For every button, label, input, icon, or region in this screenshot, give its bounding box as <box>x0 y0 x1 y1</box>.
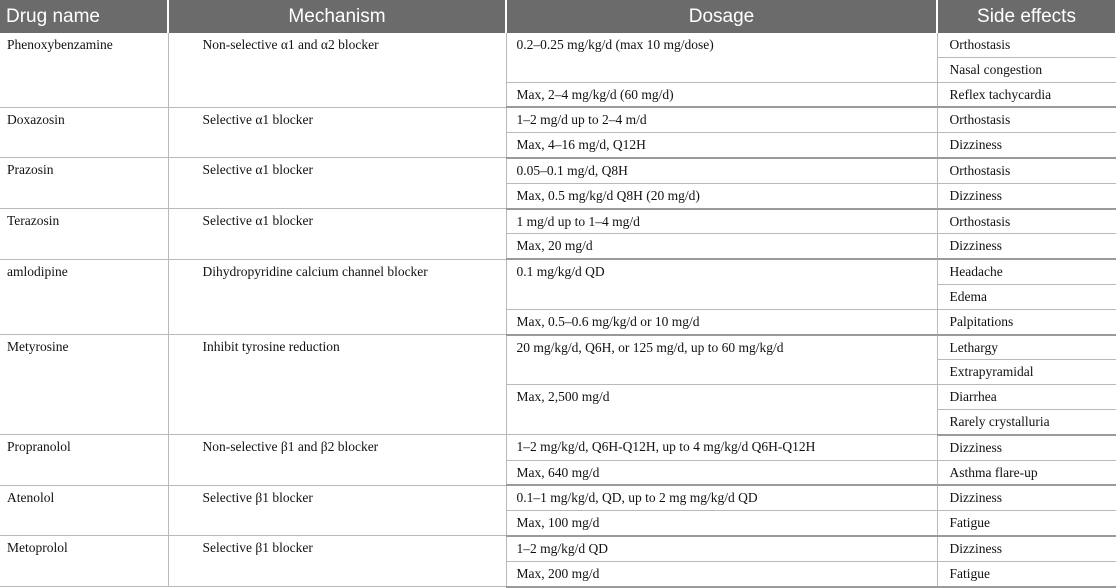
side-effect-cell: Lethargy <box>937 335 1116 360</box>
drug-name-cell: Prazosin <box>0 158 168 209</box>
dosage-cell: Max, 2,500 mg/d <box>506 385 937 435</box>
table-row <box>0 536 1116 561</box>
table-row <box>0 107 1116 132</box>
side-effect-cell: Diarrhea <box>937 385 1116 410</box>
dosage-cell: Max, 2–4 mg/kg/d (60 mg/d) <box>506 82 937 107</box>
side-effect-cell: Reflex tachycardia <box>937 82 1116 107</box>
dosage-cell: Max, 640 mg/d <box>506 460 937 485</box>
side-effect-cell: Dizziness <box>937 435 1116 460</box>
dosage-cell: Max, 4–16 mg/d, Q12H <box>506 133 937 158</box>
dosage-cell: Max, 100 mg/d <box>506 511 937 536</box>
side-effect-cell: Headache <box>937 259 1116 284</box>
header-dosage: Dosage <box>506 0 937 33</box>
drug-name-cell: Metoprolol <box>0 536 168 587</box>
dosage-cell: Max, 200 mg/d <box>506 561 937 586</box>
side-effect-cell: Dizziness <box>937 133 1116 158</box>
mechanism-cell: Selective β1 blocker <box>168 536 506 587</box>
drug-name-cell: Atenolol <box>0 485 168 536</box>
table-body <box>0 33 1116 587</box>
table-row <box>0 335 1116 360</box>
side-effect-cell: Fatigue <box>937 561 1116 586</box>
drug-name-cell: Phenoxybenzamine <box>0 33 168 107</box>
dosage-cell: 20 mg/kg/d, Q6H, or 125 mg/d, up to 60 mg/kg/d <box>506 335 937 385</box>
table-row <box>0 485 1116 510</box>
side-effect-cell: Extrapyramidal <box>937 360 1116 385</box>
dosage-cell: 1 mg/d up to 1–4 mg/d <box>506 209 937 234</box>
table-row <box>0 435 1116 460</box>
mechanism-cell: Selective α1 blocker <box>168 107 506 158</box>
drug-name-cell: Propranolol <box>0 435 168 486</box>
drug-name-cell: Terazosin <box>0 209 168 260</box>
side-effect-cell: Rarely crystalluria <box>937 409 1116 434</box>
header-row <box>0 0 1116 33</box>
side-effect-cell: Fatigue <box>937 511 1116 536</box>
mechanism-cell: Inhibit tyrosine reduction <box>168 335 506 435</box>
mechanism-cell: Selective β1 blocker <box>168 485 506 536</box>
mechanism-cell: Non-selective α1 and α2 blocker <box>168 33 506 107</box>
side-effect-cell: Palpitations <box>937 309 1116 334</box>
mechanism-cell: Non-selective β1 and β2 blocker <box>168 435 506 486</box>
dosage-cell: Max, 20 mg/d <box>506 234 937 259</box>
dosage-cell: 1–2 mg/d up to 2–4 m/d <box>506 107 937 132</box>
side-effect-cell: Orthostasis <box>937 209 1116 234</box>
dosage-cell: Max, 0.5 mg/kg/d Q8H (20 mg/d) <box>506 183 937 208</box>
dosage-cell: 0.05–0.1 mg/d, Q8H <box>506 158 937 183</box>
side-effect-cell: Asthma flare-up <box>937 460 1116 485</box>
side-effect-cell: Dizziness <box>937 234 1116 259</box>
side-effect-cell: Orthostasis <box>937 107 1116 132</box>
table-row <box>0 158 1116 183</box>
dosage-cell: 0.2–0.25 mg/kg/d (max 10 mg/dose) <box>506 33 937 82</box>
header-mechanism: Mechanism <box>168 0 506 33</box>
mechanism-cell: Selective α1 blocker <box>168 209 506 260</box>
dosage-cell: 1–2 mg/kg/d, Q6H-Q12H, up to 4 mg/kg/d Q6H-Q12H <box>506 435 937 460</box>
mechanism-cell: Selective α1 blocker <box>168 158 506 209</box>
dosage-cell: 1–2 mg/kg/d QD <box>506 536 937 561</box>
drug-name-cell: Metyrosine <box>0 335 168 435</box>
dosage-cell: 0.1 mg/kg/d QD <box>506 259 937 309</box>
mechanism-cell: Dihydropyridine calcium channel blocker <box>168 259 506 334</box>
side-effect-cell: Dizziness <box>937 485 1116 510</box>
table-row <box>0 209 1116 234</box>
table-row <box>0 259 1116 284</box>
dosage-cell: Max, 0.5–0.6 mg/kg/d or 10 mg/d <box>506 309 937 334</box>
side-effect-cell: Dizziness <box>937 536 1116 561</box>
side-effect-cell: Edema <box>937 284 1116 309</box>
header-drug-name: Drug name <box>0 0 168 33</box>
side-effect-cell: Dizziness <box>937 183 1116 208</box>
table-row <box>0 33 1116 57</box>
dosage-cell: 0.1–1 mg/kg/d, QD, up to 2 mg mg/kg/d QD <box>506 485 937 510</box>
drug-name-cell: Doxazosin <box>0 107 168 158</box>
table-header <box>0 0 1116 33</box>
side-effect-cell: Orthostasis <box>937 33 1116 57</box>
side-effect-cell: Nasal congestion <box>937 57 1116 82</box>
drug-name-cell: amlodipine <box>0 259 168 334</box>
side-effect-cell: Orthostasis <box>937 158 1116 183</box>
header-side-effects: Side effects <box>937 0 1116 33</box>
